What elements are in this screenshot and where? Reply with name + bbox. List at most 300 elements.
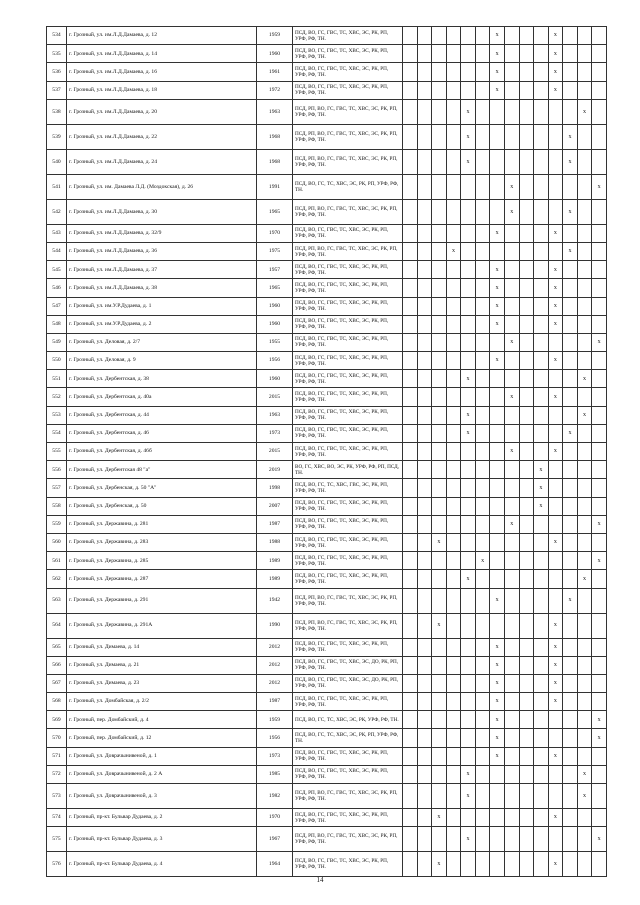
address-cell: г. Грозный, ул. им.У.Р.Дудаева, д. 2 [67,315,257,333]
mark-cell [563,279,578,297]
mark-cell [563,388,578,406]
year-built-cell: 1998 [257,479,293,497]
mark-cell [577,388,592,406]
year-built-cell: 2007 [257,497,293,515]
year-built-cell: 2012 [257,638,293,656]
mark-cell [403,784,418,809]
mark-cell [403,765,418,783]
mark-cell-checked: x [563,242,578,260]
table-row [47,827,607,852]
mark-cell [475,747,490,765]
mark-cell-checked: x [490,588,505,613]
mark-cell-checked: x [490,45,505,63]
mark-cell [592,261,607,279]
systems-codes-cell: ПСД, ВО, ГС, ГВС, ТС, ХВС, ЭС, РК, РП, УРФ, РФ, ТН. [293,424,403,442]
mark-cell [548,199,563,224]
mark-cell [403,674,418,692]
mark-cell [432,827,447,852]
mark-cell [563,443,578,461]
mark-cell [504,45,519,63]
mark-cell [417,27,432,45]
mark-cell [417,497,432,515]
mark-cell [446,406,461,424]
row-number-cell: 575 [47,827,67,852]
systems-codes-cell: ПСД, ВО, ГС, ГВС, ТС, ХВС, ЭС, РК, РП, УРФ, РФ, ТН. [293,297,403,315]
table-row [47,570,607,588]
mark-cell [403,63,418,81]
mark-cell [563,765,578,783]
mark-cell [403,852,418,877]
mark-cell [534,388,549,406]
year-built-cell: 1960 [257,45,293,63]
mark-cell [403,124,418,149]
mark-cell-checked: x [461,784,476,809]
address-cell: г. Грозный, ул. им.Л.Д.Дамаева, д. 12 [67,27,257,45]
mark-cell [475,515,490,533]
mark-cell [519,852,534,877]
mark-cell [475,443,490,461]
mark-cell-checked: x [461,149,476,174]
mark-cell [417,570,432,588]
systems-codes-cell: ПСД, ВО, ГС, ГВС, ТС, ХВС, ЭС, РК, РП, УРФ, РФ, ТН. [293,570,403,588]
address-cell: г. Грозный, ул. Дербентская, д. 40а [67,388,257,406]
mark-cell-checked: x [490,711,505,729]
mark-cell-checked: x [504,174,519,199]
table-row [47,852,607,877]
mark-cell-checked: x [548,63,563,81]
mark-cell [403,242,418,260]
mark-cell [519,424,534,442]
mark-cell [432,461,447,479]
mark-cell-checked: x [563,149,578,174]
mark-cell [417,315,432,333]
mark-cell [548,461,563,479]
table-row [47,81,607,99]
address-cell: г. Грозный, пр-кт. Бульвар Дудаева, д. 2 [67,809,257,827]
mark-cell [490,242,505,260]
mark-cell [548,424,563,442]
mark-cell-checked: x [577,99,592,124]
mark-cell [461,588,476,613]
mark-cell-checked: x [432,852,447,877]
systems-codes-cell: ПСД, ВО, ГС, ГВС, ТС, ХВС, ЭС, РК, РП, УРФ, РФ, ТН. [293,81,403,99]
systems-codes-cell: ПСД, РП, ВО, ГС, ГВС, ТС, ХВС, ЭС, РК, РП, УРФ, РФ, ТН. [293,199,403,224]
mark-cell-checked: x [461,99,476,124]
row-number-cell: 569 [47,711,67,729]
address-cell: г. Грозный, ул. Доврачынивеной, д. 1 [67,747,257,765]
mark-cell [432,27,447,45]
mark-cell-checked: x [548,352,563,370]
mark-cell [504,711,519,729]
mark-cell [519,406,534,424]
mark-cell [432,693,447,711]
mark-cell [417,613,432,638]
mark-cell [461,497,476,515]
row-number-cell: 552 [47,388,67,406]
year-built-cell: 1970 [257,224,293,242]
mark-cell [490,515,505,533]
mark-cell [432,149,447,174]
mark-cell [432,261,447,279]
mark-cell [519,729,534,747]
mark-cell [577,693,592,711]
row-number-cell: 559 [47,515,67,533]
mark-cell-checked: x [548,261,563,279]
mark-cell [563,711,578,729]
year-built-cell: 1985 [257,765,293,783]
mark-cell [548,479,563,497]
mark-cell-checked: x [490,261,505,279]
mark-cell [519,747,534,765]
mark-cell [490,613,505,638]
mark-cell [490,99,505,124]
mark-cell [446,613,461,638]
address-cell: г. Грозный, ул. Державина, д. 281 [67,515,257,533]
mark-cell [475,242,490,260]
mark-cell [548,711,563,729]
mark-cell-checked: x [592,827,607,852]
mark-cell [446,533,461,551]
mark-cell-checked: x [461,570,476,588]
mark-cell [519,515,534,533]
mark-cell-checked: x [563,124,578,149]
table-row [47,729,607,747]
mark-cell [461,613,476,638]
mark-cell [432,315,447,333]
mark-cell [475,333,490,351]
year-built-cell: 1988 [257,533,293,551]
mark-cell [432,656,447,674]
mark-cell [534,333,549,351]
mark-cell [403,479,418,497]
mark-cell [475,174,490,199]
mark-cell [432,242,447,260]
mark-cell [577,809,592,827]
mark-cell [519,81,534,99]
mark-cell [432,711,447,729]
mark-cell-checked: x [490,297,505,315]
mark-cell [504,613,519,638]
mark-cell [519,99,534,124]
table-row [47,242,607,260]
mark-cell [446,224,461,242]
mark-cell [519,333,534,351]
mark-cell [592,747,607,765]
mark-cell [563,784,578,809]
mark-cell [403,588,418,613]
mark-cell [403,656,418,674]
address-cell: г. Грозный, ул. Дербенская, д. 50 "А" [67,479,257,497]
mark-cell [504,638,519,656]
mark-cell [577,124,592,149]
mark-cell [592,570,607,588]
mark-cell [432,765,447,783]
mark-cell [592,27,607,45]
mark-cell [446,827,461,852]
mark-cell [490,533,505,551]
mark-cell [475,199,490,224]
row-number-cell: 547 [47,297,67,315]
mark-cell [446,552,461,570]
mark-cell [446,124,461,149]
mark-cell [432,279,447,297]
address-cell: г. Грозный, ул. Димаева, д. 23 [67,674,257,692]
mark-cell [461,533,476,551]
mark-cell-checked: x [446,242,461,260]
address-cell: г. Грозный, ул. им.Л.Д.Дамаева, д. 37 [67,261,257,279]
mark-cell [461,45,476,63]
address-cell: г. Грозный, ул. им.У.Р.Дудаева, д. 1 [67,297,257,315]
mark-cell [403,370,418,388]
mark-cell-checked: x [490,656,505,674]
address-cell: г. Грозный, ул. им.Л.Д.Дамаева, д. 20 [67,99,257,124]
mark-cell [475,27,490,45]
mark-cell [461,27,476,45]
mark-cell [432,443,447,461]
mark-cell-checked: x [534,461,549,479]
mark-cell [563,370,578,388]
mark-cell-checked: x [548,613,563,638]
mark-cell-checked: x [490,224,505,242]
mark-cell [504,765,519,783]
row-number-cell: 557 [47,479,67,497]
systems-codes-cell: ПСД, ВО, ГС, ГВС, ТС, ХВС, ЭС, РК, РП, УРФ, РФ, ТН. [293,370,403,388]
table-row [47,461,607,479]
mark-cell [534,99,549,124]
mark-cell [577,63,592,81]
mark-cell [461,809,476,827]
address-cell: г. Грозный, ул. им.Л.Д.Дамаева, д. 14 [67,45,257,63]
mark-cell [563,45,578,63]
mark-cell [592,297,607,315]
mark-cell [592,443,607,461]
mark-cell-checked: x [504,333,519,351]
year-built-cell: 1956 [257,729,293,747]
mark-cell [548,570,563,588]
mark-cell [504,99,519,124]
mark-cell-checked: x [563,424,578,442]
mark-cell [563,533,578,551]
address-cell: г. Грозный, пер. Домбайский, д. 4 [67,711,257,729]
table-row [47,674,607,692]
mark-cell [563,27,578,45]
mark-cell [461,333,476,351]
mark-cell-checked: x [563,199,578,224]
mark-cell [417,461,432,479]
mark-cell [446,852,461,877]
mark-cell [563,406,578,424]
mark-cell [475,852,490,877]
mark-cell [592,81,607,99]
table-row [47,315,607,333]
mark-cell [548,765,563,783]
systems-codes-cell: ПСД, ВО, ГС, ГВС, ТС, ХВС, ЭС, РК, РП, УРФ, РФ, ТН. [293,333,403,351]
mark-cell [577,352,592,370]
mark-cell [475,479,490,497]
mark-cell [417,674,432,692]
mark-cell [475,711,490,729]
mark-cell [490,199,505,224]
mark-cell [417,297,432,315]
mark-cell [446,99,461,124]
row-number-cell: 551 [47,370,67,388]
year-built-cell: 1963 [257,406,293,424]
mark-cell [417,149,432,174]
registry-table [46,26,607,877]
mark-cell [403,711,418,729]
mark-cell [475,279,490,297]
mark-cell [519,765,534,783]
mark-cell [563,479,578,497]
mark-cell [461,315,476,333]
page-number: 14 [316,876,324,884]
row-number-cell: 560 [47,533,67,551]
mark-cell [461,352,476,370]
mark-cell [534,693,549,711]
mark-cell [563,81,578,99]
mark-cell [548,406,563,424]
address-cell: г. Грозный, ул. им.Л.Д.Дамаева, д. 24 [67,149,257,174]
mark-cell [577,443,592,461]
mark-cell [490,406,505,424]
table-row [47,124,607,149]
systems-codes-cell: ПСД, ВО, ГС, ТС, ХВС, ГВС, ЭС, РК, РП, УРФ, РФ, ТН. [293,479,403,497]
mark-cell [534,674,549,692]
mark-cell-checked: x [548,747,563,765]
mark-cell [461,729,476,747]
mark-cell [548,370,563,388]
mark-cell [461,693,476,711]
mark-cell [577,279,592,297]
systems-codes-cell: ПСД, ВО, ГС, ГВС, ТС, ХВС, ЭС, РК, РП, УРФ, РФ, ТН. [293,809,403,827]
mark-cell [490,809,505,827]
mark-cell [432,784,447,809]
mark-cell [534,124,549,149]
mark-cell [446,199,461,224]
mark-cell [577,461,592,479]
mark-cell [446,461,461,479]
mark-cell [461,443,476,461]
year-built-cell: 1967 [257,827,293,852]
systems-codes-cell: ПСД, ВО, ГС, ГВС, ТС, ХВС, ЭС, ДО, РК, РП, УРФ, РФ, ТН. [293,674,403,692]
address-cell: г. Грозный, ул. Державина, д. 283 [67,533,257,551]
mark-cell [534,570,549,588]
mark-cell [461,242,476,260]
mark-cell [417,533,432,551]
mark-cell-checked: x [548,533,563,551]
mark-cell [446,747,461,765]
mark-cell-checked: x [490,279,505,297]
mark-cell [504,224,519,242]
mark-cell [548,124,563,149]
row-number-cell: 537 [47,81,67,99]
mark-cell [504,656,519,674]
mark-cell [592,63,607,81]
mark-cell [534,81,549,99]
row-number-cell: 570 [47,729,67,747]
year-built-cell: 1964 [257,852,293,877]
mark-cell [461,261,476,279]
mark-cell [446,149,461,174]
mark-cell [592,674,607,692]
mark-cell [432,570,447,588]
mark-cell-checked: x [548,81,563,99]
mark-cell [446,81,461,99]
mark-cell [534,588,549,613]
mark-cell [519,461,534,479]
mark-cell [534,370,549,388]
mark-cell [592,315,607,333]
year-built-cell: 1960 [257,370,293,388]
mark-cell [432,388,447,406]
table-row [47,279,607,297]
table-row [47,479,607,497]
mark-cell-checked: x [548,315,563,333]
mark-cell [461,515,476,533]
mark-cell [461,638,476,656]
mark-cell [403,224,418,242]
mark-cell [417,388,432,406]
year-built-cell: 1957 [257,261,293,279]
mark-cell-checked: x [548,638,563,656]
systems-codes-cell: ПСД, ВО, ГС, ГВС, ТС, ХВС, ЭС, РК, РП, УРФ, РФ, ТН. [293,406,403,424]
mark-cell [446,711,461,729]
table-row [47,747,607,765]
mark-cell [577,515,592,533]
mark-cell [592,279,607,297]
address-cell: г. Грозный, ул. Деловая, д. 2/7 [67,333,257,351]
mark-cell [592,479,607,497]
mark-cell [534,809,549,827]
mark-cell [475,693,490,711]
systems-codes-cell: ПСД, ВО, ГС, ТС, ХВС, ЭС, РК, УРФ, РФ, ТН. [293,711,403,729]
mark-cell [475,424,490,442]
mark-cell [417,784,432,809]
systems-codes-cell: ВО, ГС, ХВС, ВО, ЭС, РК, УРФ, РФ, РП, ПСД, ТН. [293,461,403,479]
mark-cell [504,63,519,81]
systems-codes-cell: ПСД, РП, ВО, ГС, ГВС, ТС, ХВС, ЭС, РК, РП, УРФ, РФ, ТН. [293,827,403,852]
row-number-cell: 565 [47,638,67,656]
mark-cell [490,124,505,149]
year-built-cell: 1965 [257,279,293,297]
address-cell: г. Грозный, пр-кт. Бульвар Дудаева, д. 3 [67,827,257,852]
row-number-cell: 573 [47,784,67,809]
mark-cell [504,729,519,747]
mark-cell [592,199,607,224]
mark-cell [504,827,519,852]
mark-cell [403,827,418,852]
address-cell: г. Грозный, ул. Дербентская, д. 38 [67,370,257,388]
systems-codes-cell: ПСД, ВО, ГС, ГВС, ТС, ХВС, ЭС, РК, РП, УРФ, РФ, ТН. [293,352,403,370]
mark-cell [475,124,490,149]
mark-cell [475,674,490,692]
row-number-cell: 545 [47,261,67,279]
mark-cell [432,174,447,199]
address-cell: г. Грозный, ул. Домбайская, д. 2/2 [67,693,257,711]
mark-cell [563,461,578,479]
mark-cell [563,570,578,588]
address-cell: г. Грозный, ул. Дербентская, д. 44 [67,406,257,424]
mark-cell [519,784,534,809]
mark-cell [475,533,490,551]
mark-cell-checked: x [548,443,563,461]
mark-cell-checked: x [504,199,519,224]
mark-cell [475,613,490,638]
mark-cell [534,224,549,242]
mark-cell [403,533,418,551]
table-row [47,370,607,388]
systems-codes-cell: ПСД, ВО, ГС, ГВС, ТС, ХВС, ЭС, РК, РП, УРФ, РФ, ТН. [293,533,403,551]
